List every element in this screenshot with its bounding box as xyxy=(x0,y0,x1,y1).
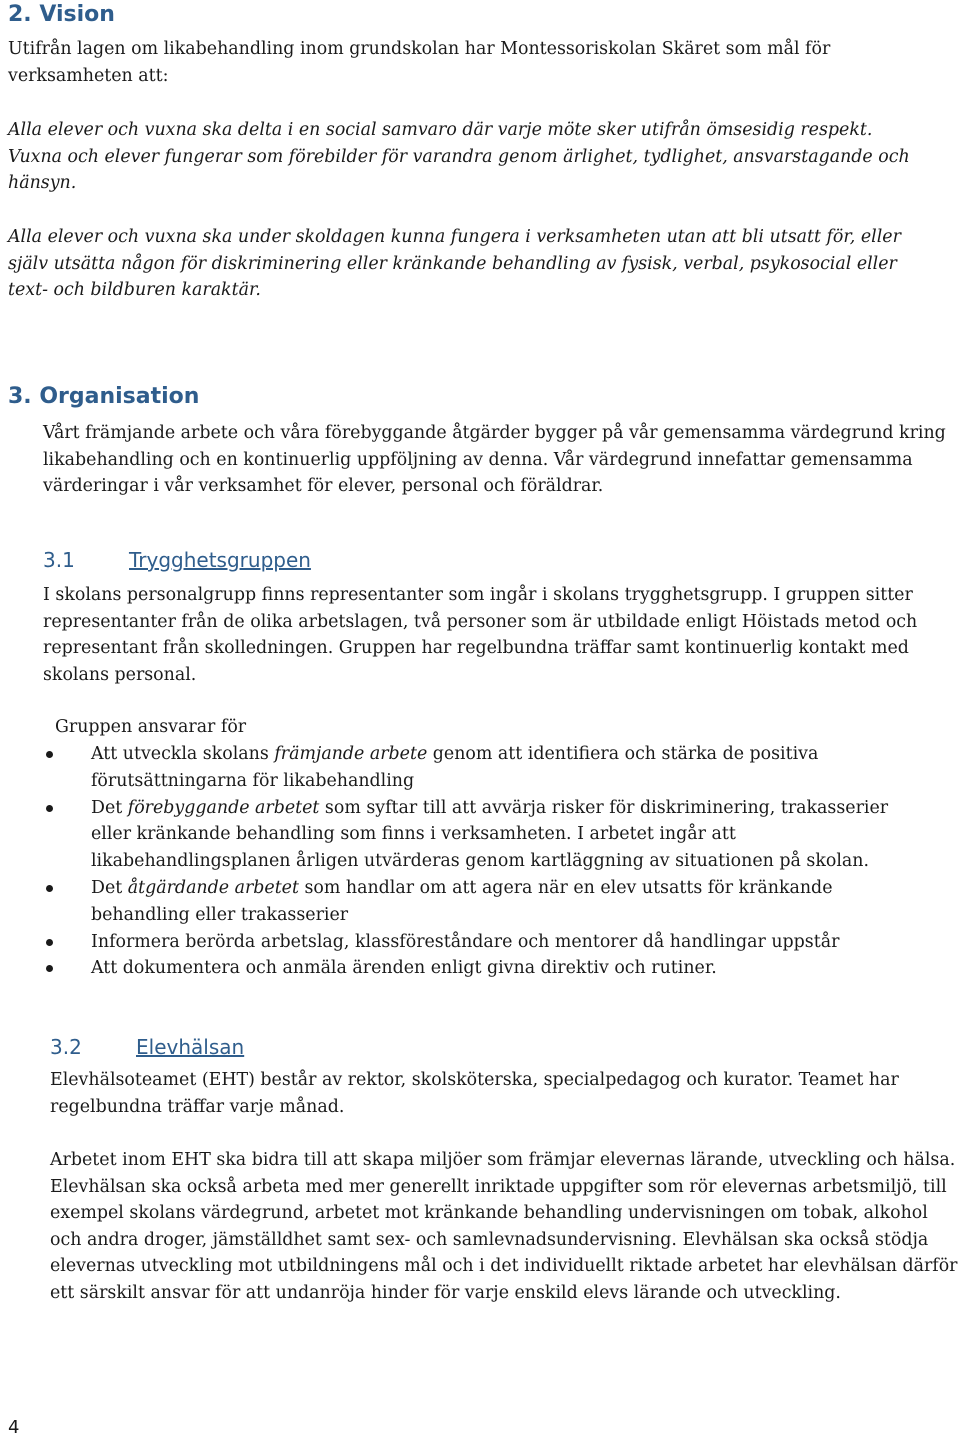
list-item: Det åtgärdande arbetet som handlar om att agera när en elev utsatts för kränkande behandling eller trakasserier xyxy=(44,875,924,929)
vision-intro: Utifrån lagen om likabehandling inom grundskolan har Montessoriskolan Skäret som mål för verksamheten att: xyxy=(8,39,831,86)
trygghetsgruppen-body: I skolans personalgrupp finns representanter som ingår i skolans trygghetsgrupp. I gruppen sitter representanter från de olika arbetslagen, två personer som är utbildade enligt Höistads metod och representant från skolledningen. Gruppen har regelbundna träffar samt kontinuerlig kontakt med skolans personal. xyxy=(43,585,918,685)
list-item: Informera berörda arbetslag, klassföreståndare och mentorer då handlingar uppstår xyxy=(44,929,924,956)
responsibilities-list xyxy=(44,741,924,982)
elevhalsan-work-description: Arbetet inom EHT ska bidra till att skapa miljöer som främjar elevernas lärande, utveckling och hälsa. Elevhälsan ska också arbeta med mer generellt inriktade uppgifter som rör elevernas arbetsmiljö, till exempel skolans värdegrund, arbetet mot kränkande behandling undervisningen om tobak, alkohol och andra droger, jämställdhet samt sex- och samlevnadsundervisning. Elevhälsan ska också stödja elevernas utveckling mot utbildningens mål och i det individuellt riktade arbetet har elevhälsan därför ett särskilt ansvar för att undanröja hinder för varje enskild elevs lärande och utveckling. xyxy=(50,1150,958,1303)
page-number: 4 xyxy=(8,1417,20,1438)
bullet-icon xyxy=(46,805,53,812)
organisation-heading: 3. Organisation xyxy=(8,384,200,409)
vision-goal-no-discrimination: Alla elever och vuxna ska under skoldagen kunna fungera i verksamheten utan att bli utsatt för, eller själv utsätta någon för diskriminering eller kränkande behandling av fysisk, verbal, psykosocial eller text- och bildburen karaktär. xyxy=(8,227,901,301)
elevhalsan-team-description: Elevhälsoteamet (EHT) består av rektor, skolsköterska, specialpedagog och kurator. Teamet har regelbundna träffar varje månad. xyxy=(50,1070,899,1117)
bullet-icon xyxy=(46,751,53,758)
bullet-icon xyxy=(46,939,53,946)
responsibilities-intro: Gruppen ansvarar för xyxy=(55,717,247,737)
list-item: Att dokumentera och anmäla ärenden enligt givna direktiv och rutiner. xyxy=(44,955,924,982)
trygghetsgruppen-heading xyxy=(43,548,311,572)
list-item: Att utveckla skolans främjande arbete genom att identifiera och stärka de positiva förutsättningarna för likabehandling xyxy=(44,741,924,795)
vision-goal-respect: Alla elever och vuxna ska delta i en social samvaro där varje möte sker utifrån ömsesidig respekt. Vuxna och elever fungerar som förebilder för varandra genom ärlighet, tydlighet, ansvarstagande och hänsyn. xyxy=(8,120,910,194)
bullet-icon xyxy=(46,965,53,972)
list-item: Det förebyggande arbetet som syftar till att avvärja risker för diskriminering, trakasserier eller kränkande behandling som finns i verksamheten. I arbetet ingår att likabehandlingsplanen årligen utvärderas genom kartläggning av situationen på skolan. xyxy=(44,795,924,875)
bullet-icon xyxy=(46,885,53,892)
section-title: Elevhälsan xyxy=(136,1035,245,1059)
organisation-body: Vårt främjande arbete och våra förebyggande åtgärder bygger på vår gemensamma värdegrund kring likabehandling och en kontinuerlig uppföljning av denna. Vår värdegrund innefattar gemensamma värderingar i vår verksamhet för elever, personal och föräldrar. xyxy=(43,423,946,497)
section-title: Trygghetsgruppen xyxy=(129,548,311,572)
elevhalsan-heading xyxy=(50,1035,244,1059)
vision-heading: 2. Vision xyxy=(8,2,115,27)
section-number: 3.1 xyxy=(43,548,75,572)
section-number: 3.2 xyxy=(50,1035,82,1059)
